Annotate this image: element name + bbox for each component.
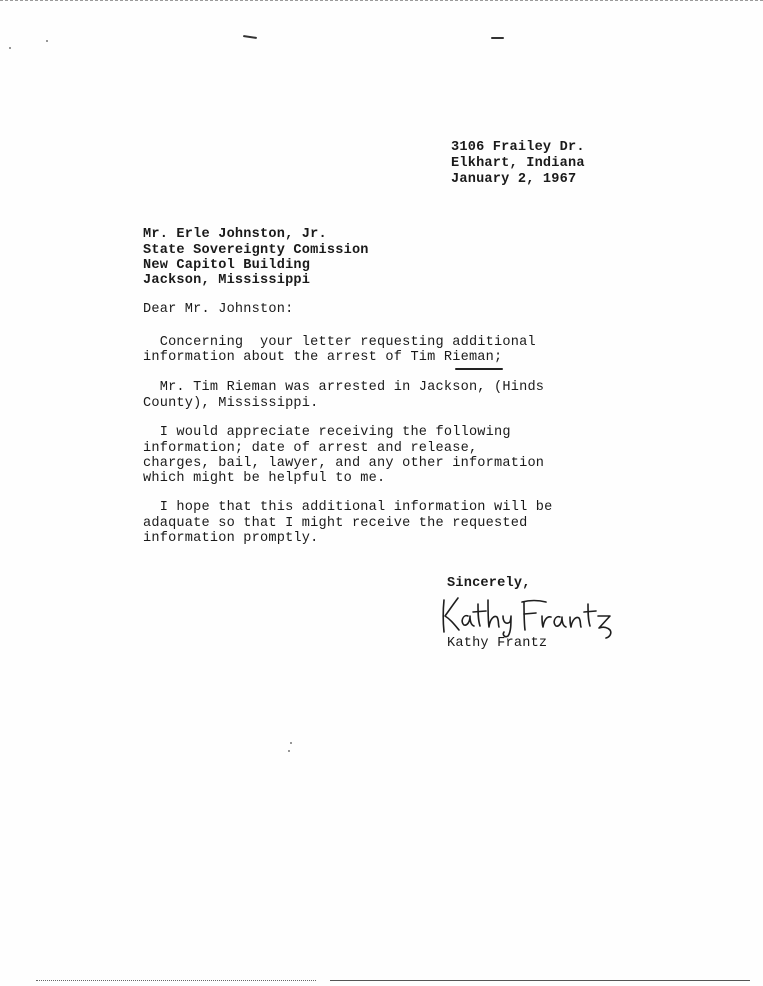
scan-speck	[290, 742, 292, 744]
recipient-organization: State Sovereignty Comission	[143, 243, 369, 258]
top-scan-edge	[0, 0, 763, 3]
paragraph-2-line-1: Mr. Tim Rieman was arrested in Jackson, (Hinds	[143, 380, 545, 395]
recipient-city: Jackson, Mississippi	[143, 273, 311, 288]
paragraph-3-line-4: which might be helpful to me.	[143, 471, 386, 486]
sender-city: Elkhart, Indiana	[451, 156, 585, 171]
recipient-building: New Capitol Building	[143, 258, 311, 273]
recipient-name: Mr. Erle Johnston, Jr.	[143, 227, 327, 242]
typed-name: Kathy Frantz	[447, 636, 548, 651]
paragraph-4-line-1: I hope that this additional information will be	[143, 500, 553, 515]
handwritten-signature	[438, 592, 628, 640]
paragraph-1-line-2: information about the arrest of Tim Rieman;	[143, 350, 503, 365]
scan-speck	[288, 750, 290, 752]
bottom-scan-edge-right	[330, 980, 750, 981]
bottom-scan-edge-left	[36, 980, 316, 982]
scan-speck	[9, 47, 11, 49]
scan-mark	[491, 37, 504, 39]
paragraph-4-line-2: adaquate so that I might receive the requested	[143, 516, 528, 531]
scan-speck	[46, 40, 48, 42]
paragraph-1-line-1: Concerning your letter requesting additional	[143, 335, 536, 350]
paragraph-3-line-2: information; date of arrest and release,	[143, 441, 478, 456]
closing: Sincerely,	[447, 576, 531, 591]
handwritten-underline	[455, 368, 503, 370]
paragraph-3-line-1: I would appreciate receiving the following	[143, 425, 511, 440]
paragraph-3-line-3: charges, bail, lawyer, and any other information	[143, 456, 545, 471]
letter-date: January 2, 1967	[451, 172, 577, 187]
paragraph-4-line-3: information promptly.	[143, 531, 319, 546]
sender-street: 3106 Frailey Dr.	[451, 140, 585, 155]
paragraph-2-line-2: County), Mississippi.	[143, 396, 319, 411]
salutation: Dear Mr. Johnston:	[143, 302, 294, 317]
scan-mark	[243, 35, 257, 39]
